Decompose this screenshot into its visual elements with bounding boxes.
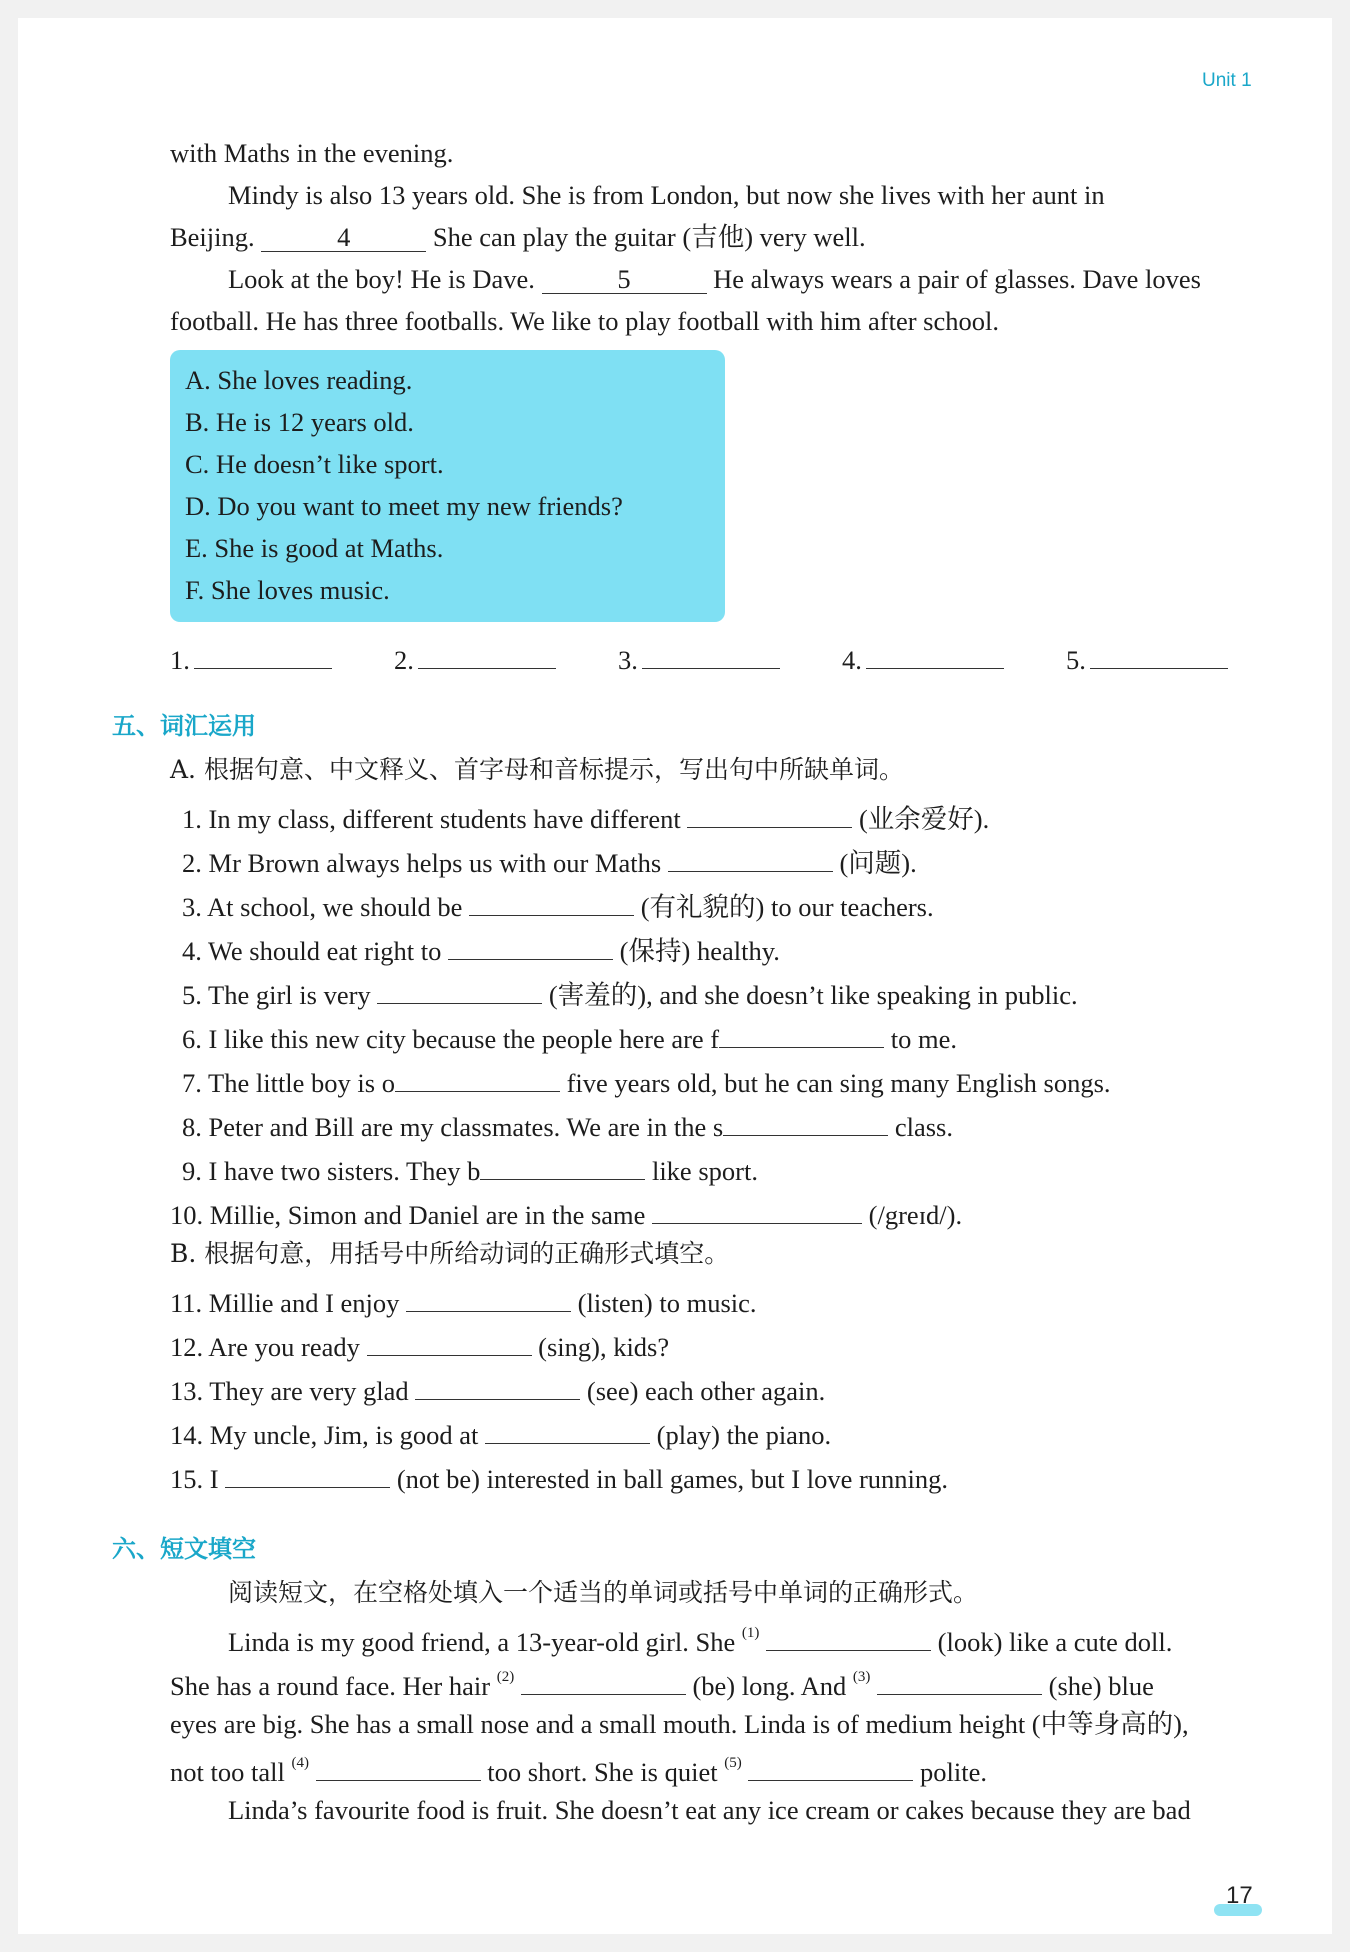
blank-marker-5: (5) — [724, 1755, 742, 1771]
item-text: They are very glad — [209, 1376, 409, 1406]
answer-1 — [170, 640, 332, 676]
part-a-instructions: A. 根据句意、中文释义、首字母和音标提示，写出句中所缺单词。 — [170, 755, 904, 784]
cloze-text: (she) blue — [1048, 1670, 1154, 1701]
option-c: C. He doesn’t like sport. — [185, 449, 444, 479]
item-text: I — [209, 1464, 219, 1494]
blank-marker-2: (2) — [496, 1669, 515, 1685]
blank-marker-4: (4) — [291, 1755, 309, 1771]
item-text: I have two sisters. They b — [208, 1156, 481, 1186]
cloze-text: She has a round face. Her hair — [170, 1670, 491, 1701]
answer-blank-3[interactable] — [642, 640, 780, 669]
answer-number: 2. — [394, 645, 414, 675]
option-d: D. Do you want to meet my new friends? — [185, 491, 623, 521]
vocab-blank-6[interactable] — [719, 1019, 884, 1048]
item-number: 1. — [182, 804, 202, 834]
item-text: (/greɪd/). — [868, 1200, 963, 1230]
vocab-blank-7[interactable] — [395, 1063, 560, 1092]
cloze-line-5: Linda’s favourite food is fruit. She doesn’t eat any ice cream or cakes because they are bad — [228, 1795, 1191, 1825]
vocab-item-6 — [182, 1019, 957, 1055]
passage-text: Beijing. — [170, 222, 255, 252]
cloze-blank-3[interactable] — [877, 1666, 1042, 1695]
item-text: Millie, Simon and Daniel are in the same — [209, 1200, 646, 1230]
section-5-title: 五、词汇运用 — [112, 712, 256, 740]
item-text: (see) each other again. — [586, 1376, 826, 1406]
verb-blank-12[interactable] — [367, 1327, 532, 1356]
vocab-item-9 — [182, 1151, 758, 1187]
item-text: In my class, different students have different — [208, 804, 681, 834]
cloze-text: Linda is my good friend, a 13-year-old girl. She — [228, 1626, 736, 1657]
unit-label: Unit 1 — [1202, 70, 1252, 91]
blank-5[interactable]: 5 — [542, 265, 707, 294]
answer-3 — [618, 640, 780, 676]
verb-item-12 — [170, 1327, 669, 1363]
item-number: 8. — [182, 1112, 202, 1142]
verb-item-11 — [170, 1283, 757, 1319]
page-number: 17 — [1226, 1882, 1253, 1909]
vocab-item-4 — [182, 931, 780, 967]
item-text: (保持) healthy. — [619, 936, 780, 966]
verb-blank-14[interactable] — [485, 1415, 650, 1444]
answer-number: 1. — [170, 645, 190, 675]
option-e: E. She is good at Maths. — [185, 533, 444, 563]
item-text: Mr Brown always helps us with our Maths — [208, 848, 662, 878]
item-number: 3. — [182, 892, 202, 922]
verb-blank-11[interactable] — [406, 1283, 571, 1312]
item-number: 11. — [170, 1288, 203, 1318]
item-number: 2. — [182, 848, 202, 878]
item-text: to me. — [890, 1024, 958, 1054]
vocab-blank-2[interactable] — [668, 843, 833, 872]
item-text: class. — [894, 1112, 953, 1142]
vocab-item-3 — [182, 887, 934, 923]
vocab-item-5 — [182, 975, 1078, 1011]
answer-number: 3. — [618, 645, 638, 675]
vocab-blank-9[interactable] — [480, 1151, 645, 1180]
answer-blank-1[interactable] — [194, 640, 332, 669]
verb-item-15 — [170, 1459, 948, 1495]
item-text: (问题). — [839, 848, 917, 878]
vocab-item-8 — [182, 1107, 953, 1143]
option-a: A. She loves reading. — [185, 365, 413, 395]
answer-4 — [842, 640, 1004, 676]
cloze-text: not too tall — [170, 1756, 285, 1787]
item-text: (有礼貌的) to our teachers. — [640, 892, 934, 922]
item-number: 9. — [182, 1156, 202, 1186]
item-text: (业余爱好). — [858, 804, 990, 834]
option-b: B. He is 12 years old. — [185, 407, 414, 437]
item-text: five years old, but he can sing many English songs. — [566, 1068, 1111, 1098]
answer-2 — [394, 640, 556, 676]
item-number: 6. — [182, 1024, 202, 1054]
cloze-line-4 — [170, 1751, 987, 1788]
passage-line-2: Mindy is also 13 years old. She is from London, but now she lives with her aunt in — [228, 180, 1105, 210]
item-text: We should eat right to — [208, 936, 442, 966]
passage-line-3 — [170, 221, 1250, 253]
item-number: 12. — [170, 1332, 204, 1362]
cloze-line-3: eyes are big. She has a small nose and a small mouth. Linda is of medium height (中等身高的), — [170, 1709, 1189, 1739]
answer-blank-2[interactable] — [418, 640, 556, 669]
verb-item-13 — [170, 1371, 825, 1407]
vocab-blank-5[interactable] — [377, 975, 542, 1004]
cloze-text: polite. — [919, 1756, 987, 1787]
cloze-line-2 — [170, 1665, 1154, 1702]
blank-4[interactable]: 4 — [261, 223, 426, 252]
answer-blank-5[interactable] — [1090, 640, 1228, 669]
cloze-text: too short. She is quiet — [487, 1756, 718, 1787]
verb-item-14 — [170, 1415, 831, 1451]
answer-number: 4. — [842, 645, 862, 675]
passage-text: He always wears a pair of glasses. Dave loves — [713, 264, 1201, 294]
vocab-blank-8[interactable] — [723, 1107, 888, 1136]
item-number: 7. — [182, 1068, 202, 1098]
cloze-blank-4[interactable] — [316, 1752, 481, 1781]
cloze-text: (be) long. And — [692, 1670, 847, 1701]
passage-line-4 — [228, 263, 1308, 295]
item-number: 5. — [182, 980, 202, 1010]
option-f: F. She loves music. — [185, 575, 390, 605]
item-text: Are you ready — [208, 1332, 360, 1362]
item-number: 15. — [170, 1464, 204, 1494]
cloze-line-1 — [228, 1621, 1172, 1658]
answer-number: 5. — [1066, 645, 1086, 675]
item-number: 4. — [182, 936, 202, 966]
item-text: (害羞的), and she doesn’t like speaking in public. — [548, 980, 1078, 1010]
item-number: 10. — [170, 1200, 204, 1230]
vocab-blank-3[interactable] — [469, 887, 634, 916]
cloze-blank-1[interactable] — [766, 1622, 931, 1651]
item-text: My uncle, Jim, is good at — [209, 1420, 479, 1450]
section-6-instructions: 阅读短文，在空格处填入一个适当的单词或括号中单词的正确形式。 — [228, 1578, 979, 1607]
item-text: Millie and I enjoy — [208, 1288, 400, 1318]
answer-row — [170, 640, 1260, 680]
item-text: The girl is very — [208, 980, 371, 1010]
answer-blank-4[interactable] — [866, 640, 1004, 669]
vocab-item-1 — [182, 799, 989, 835]
passage-line-1: with Maths in the evening. — [170, 138, 454, 168]
section-6-title: 六、短文填空 — [112, 1535, 256, 1563]
cloze-text: (look) like a cute doll. — [937, 1626, 1173, 1657]
item-text: I like this new city because the people here are f — [208, 1024, 720, 1054]
item-number: 14. — [170, 1420, 204, 1450]
vocab-blank-4[interactable] — [448, 931, 613, 960]
verb-blank-15[interactable] — [225, 1459, 390, 1488]
vocab-item-2 — [182, 843, 917, 879]
item-text: At school, we should be — [207, 892, 463, 922]
blank-marker-3: (3) — [852, 1669, 871, 1685]
item-text: (play) the piano. — [656, 1420, 832, 1450]
item-text: (listen) to music. — [577, 1288, 757, 1318]
passage-text: She can play the guitar (吉他) very well. — [432, 222, 866, 252]
vocab-item-7 — [182, 1063, 1111, 1099]
part-b-instructions: B. 根据句意，用括号中所给动词的正确形式填空。 — [170, 1239, 730, 1268]
item-number: 13. — [170, 1376, 204, 1406]
item-text: like sport. — [651, 1156, 758, 1186]
passage-text: Look at the boy! He is Dave. — [228, 264, 535, 294]
item-text: (sing), kids? — [538, 1332, 670, 1362]
item-text: (not be) interested in ball games, but I love running. — [396, 1464, 949, 1494]
cloze-blank-5[interactable] — [748, 1752, 913, 1781]
vocab-item-10 — [170, 1195, 962, 1231]
item-text: Peter and Bill are my classmates. We are in the s — [208, 1112, 724, 1142]
vocab-blank-1[interactable] — [687, 799, 852, 828]
blank-marker-1: (1) — [741, 1625, 760, 1641]
passage-line-5: football. He has three footballs. We like to play football with him after school. — [170, 306, 999, 336]
verb-blank-13[interactable] — [415, 1371, 580, 1400]
answer-5 — [1066, 640, 1228, 676]
vocab-blank-10[interactable] — [652, 1195, 862, 1224]
item-text: The little boy is o — [208, 1068, 395, 1098]
cloze-blank-2[interactable] — [521, 1666, 686, 1695]
